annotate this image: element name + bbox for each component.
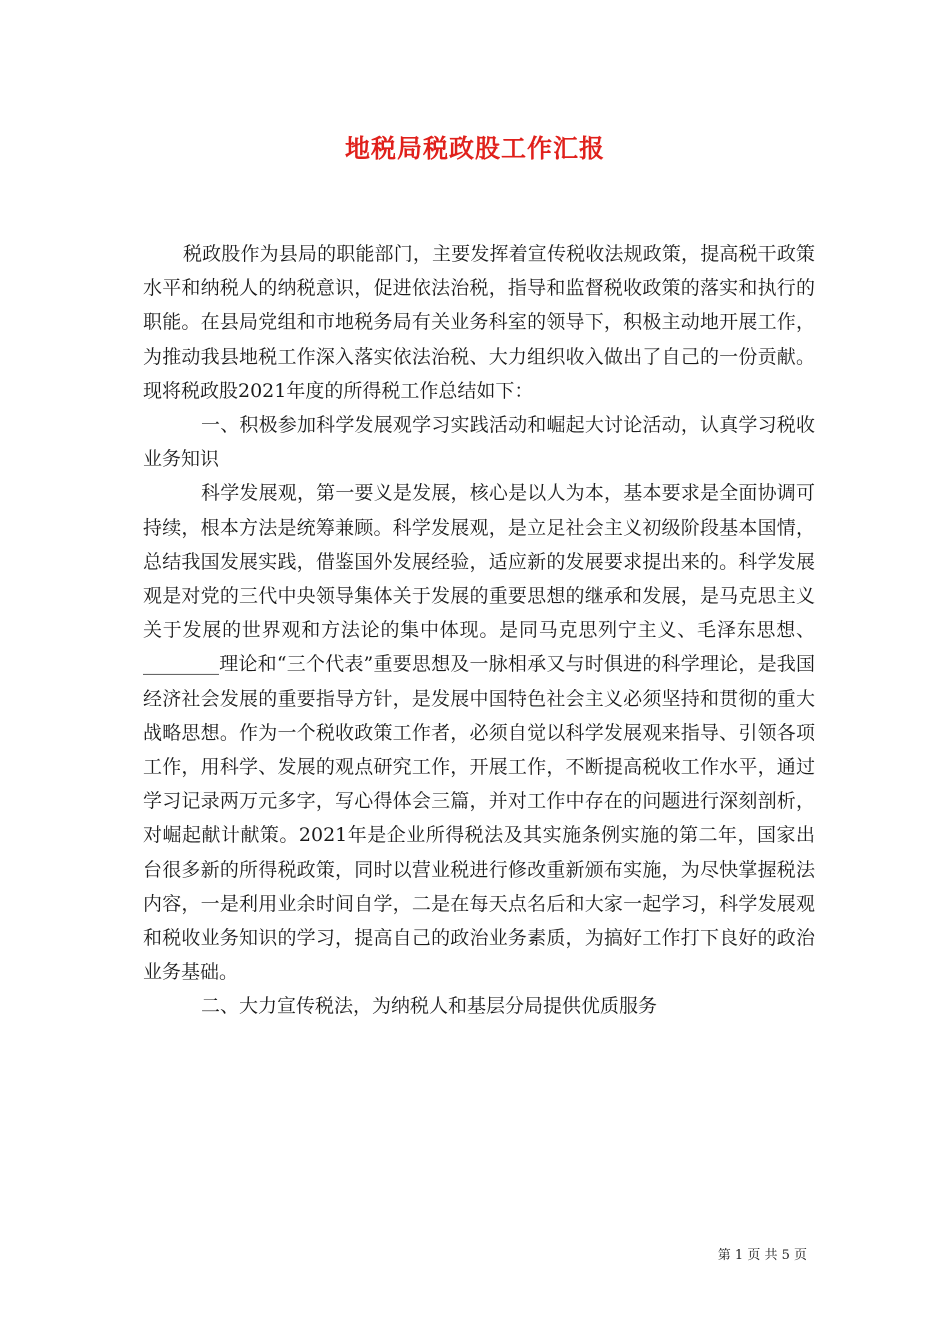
- section-heading-1: 一、积极参加科学发展观学习实践活动和崛起大讨论活动，认真学习税收业务知识: [143, 414, 815, 471]
- document-body: [143, 237, 815, 1024]
- section-heading-2: 二、大力宣传税法，为纳税人和基层分局提供优质服务: [201, 995, 658, 1018]
- paragraph-intro: 税政股作为县局的职能部门，主要发挥着宣传税收法规政策，提高税干政策水平和纳税人的纳税意识，促进依法治税，指导和监督税收政策的落实和执行的职能。在县局党组和市地税务局有关业务科室的领导下，积极主动地开展工作，为推动我县地税工作深入落实依法治税、大力组织收入做出了自己的一份贡献。现将税政股2021年度的所得税工作总结如下：: [143, 243, 815, 402]
- document-title: 地税局税政股工作汇报: [344, 134, 605, 163]
- paragraph-section-1: 科学发展观，第一要义是发展，核心是以人为本，基本要求是全面协调可持续，根本方法是统筹兼顾。科学发展观，是立足社会主义初级阶段基本国情，总结我国发展实践，借鉴国外发展经验，适应新的发展要求提出来的。科学发展观是对党的三代中央领导集体关于发展的重要思想的继承和发展，是马克思主义关于发展的世界观和方法论的集中体现。是同马克思列宁主义、毛泽东思想、________理论和“三个代表”重要思想及一脉相承又与时俱进的科学理论，是我国经济社会发展的重要指导方针，是发展中国特色社会主义必须坚持和贯彻的重大战略思想。作为一个税收政策工作者，必须自觉以科学发展观来指导、引领各项工作，用科学、发展的观点研究工作，开展工作，不断提高税收工作水平，通过学习记录两万元多字，写心得体会三篇，并对工作中存在的问题进行深刻剖析，对崛起献计献策。2021年是企业所得税法及其实施条例实施的第二年，国家出台很多新的所得税政策，同时以营业税进行修改重新颁布实施，为尽快掌握税法内容，一是利用业余时间自学，二是在每天点名后和大家一起学习，科学发展观和税收业务知识的学习，提高自己的政治业务素质，为搞好工作打下良好的政治业务基础。: [143, 482, 815, 984]
- page-number: 第 1 页 共 5 页: [717, 1248, 807, 1263]
